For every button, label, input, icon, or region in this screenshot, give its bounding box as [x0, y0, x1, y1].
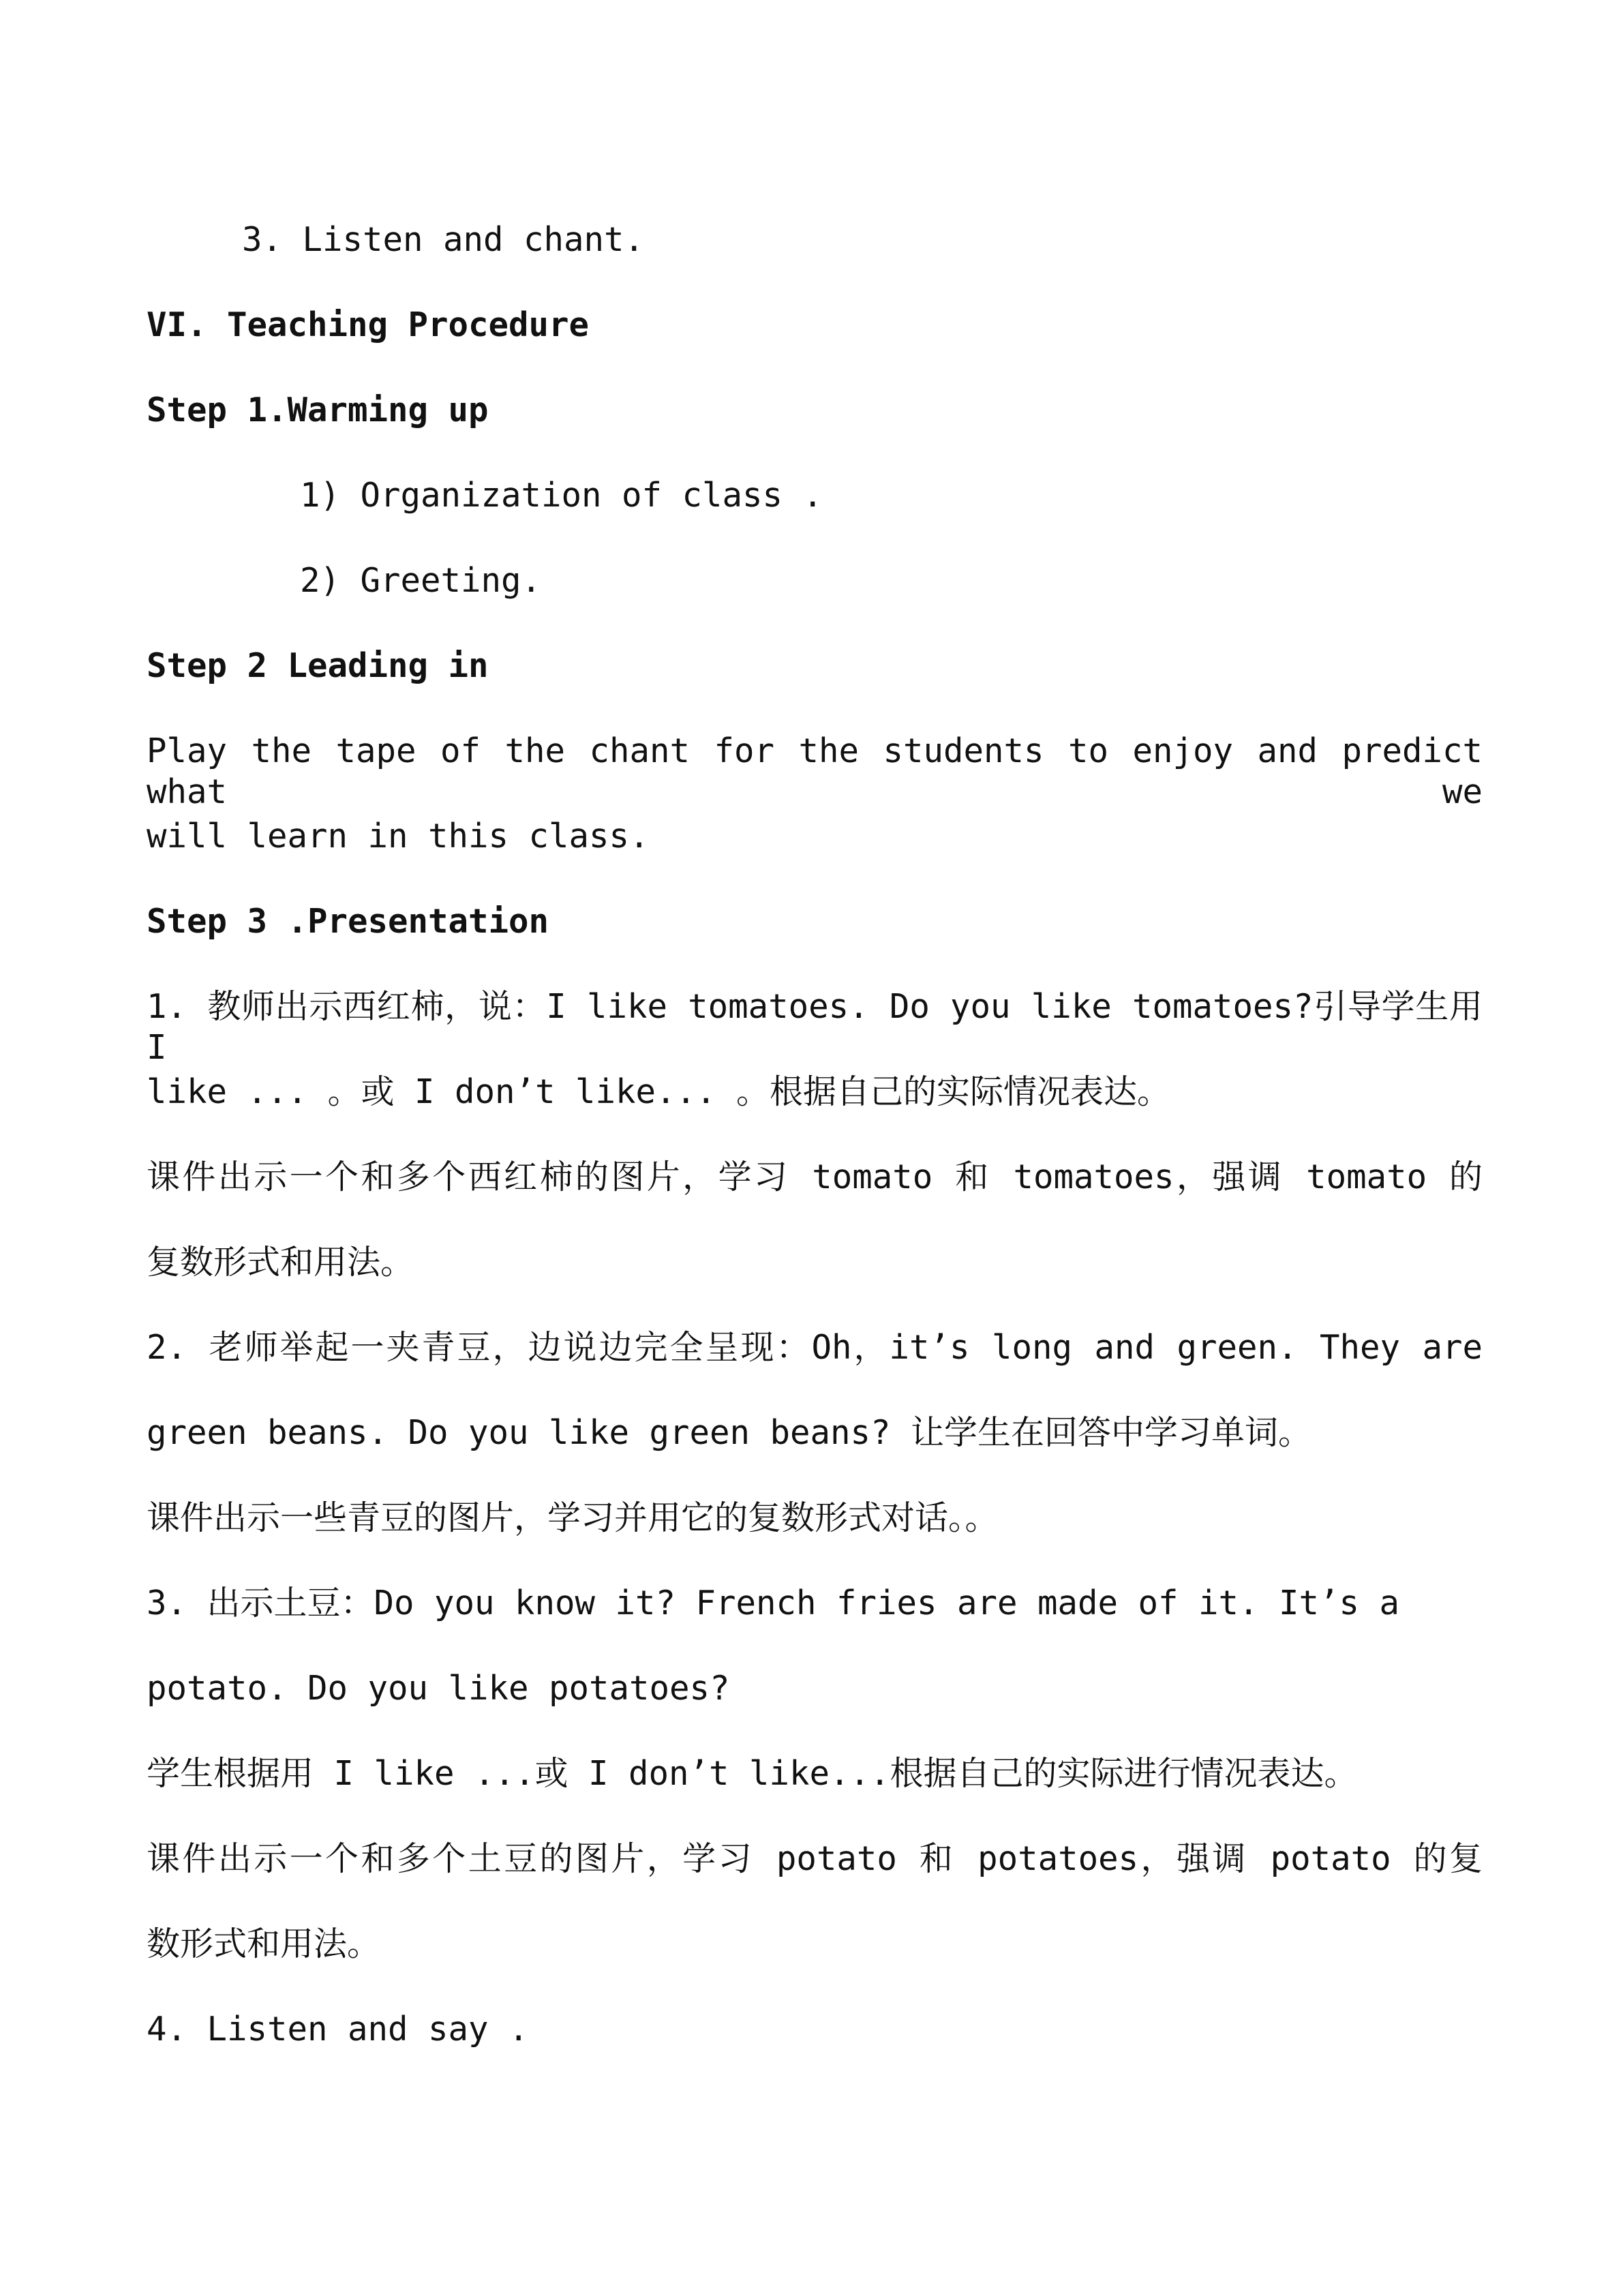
list-item-listen-and-say: 4. Listen and say . [147, 2010, 529, 2049]
paragraph-line: 3. 出示土豆：Do you know it? French fries are made of it. It’s a [147, 1584, 1400, 1622]
paragraph-line: will learn in this class. [147, 817, 650, 856]
paragraph-line: 课件出示一个和多个土豆的图片，学习 potato 和 potatoes，强调 potato 的复 [147, 1839, 1483, 1878]
sub-item-organization: 1) Organization of class . [300, 476, 823, 515]
paragraph-line: Play the tape of the chant for the students to enjoy and predict what we [147, 731, 1483, 811]
paragraph-line: potato. Do you like potatoes? [147, 1669, 730, 1708]
paragraph-line: 复数形式和用法。 [147, 1243, 414, 1282]
paragraph-line: like ... 。或 I don’t like... 。根据自己的实际情况表达。 [147, 1072, 1171, 1111]
list-item-listen-and-chant: 3. Listen and chant. [242, 220, 645, 259]
step-heading-leading-in: Step 2 Leading in [147, 646, 489, 685]
paragraph-line: 1. 教师出示西红柿，说：I like tomatoes. Do you like tomatoes?引导学生用 I [147, 987, 1483, 1067]
section-heading-teaching-procedure: VI. Teaching Procedure [147, 305, 590, 344]
paragraph-line: 课件出示一个和多个西红柿的图片，学习 tomato 和 tomatoes，强调 tomato 的 [147, 1158, 1483, 1196]
paragraph-line: 2. 老师举起一夹青豆，边说边完全呈现：Oh，it’s long and green. They are [147, 1328, 1483, 1367]
paragraph-line: green beans. Do you like green beans? 让学生在回答中学习单词。 [147, 1413, 1312, 1452]
step-heading-presentation: Step 3 .Presentation [147, 902, 549, 941]
sub-item-greeting: 2) Greeting. [300, 561, 542, 600]
step-heading-warming-up: Step 1.Warming up [147, 391, 489, 429]
paragraph-line: 数形式和用法。 [147, 1924, 381, 1963]
paragraph-line: 学生根据用 I like ...或 I don’t like...根据自己的实际进行情况表达。 [147, 1754, 1358, 1793]
paragraph-line: 课件出示一些青豆的图片，学习并用它的复数形式对话。。 [147, 1498, 999, 1537]
